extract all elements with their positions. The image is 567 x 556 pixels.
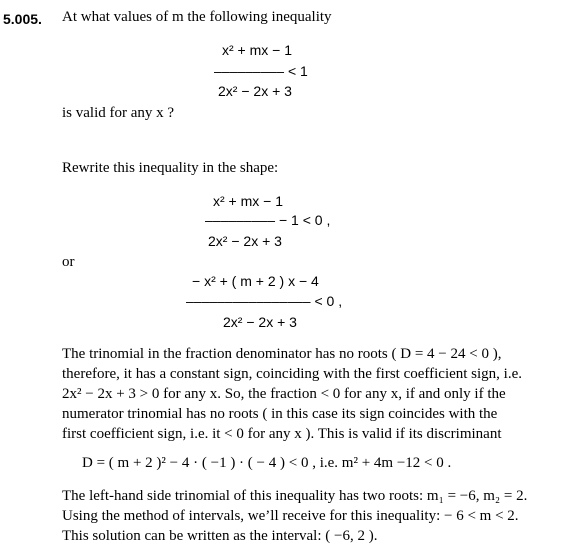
rewrite-text: Rewrite this inequality in the shape: [62,160,279,176]
paragraph-line: The left-hand side trinomial of this inequality has two roots: m₁ = −6, m₂ = 2. [62,488,528,504]
discriminant-inequality: D = ( m + 2 )² − 4 · ( −1 ) · ( − 4 ) < 0 , i.e. m² + 4m −12 < 0 . [82,455,452,471]
paragraph-line: 2x² − 2x + 3 > 0 for any x. So, the fraction < 0 for any x, if and only if the [62,386,506,402]
inequality-3-numerator: − x² + ( m + 2 ) x − 4 [192,273,319,289]
problem-question: is valid for any x ? [62,105,175,121]
paragraph-line: The trinomial in the fraction denominator has no roots ( D = 4 − 24 < 0 ), [62,346,502,362]
conclusion-paragraph [62,486,527,546]
inequality-2-fraction-line: ––––––––– − 1 < 0 , [205,212,331,228]
paragraph-line: numerator trinomial has no roots ( in this case its sign coincides with the [62,406,498,422]
problem-statement: At what values of m the following inequality [62,9,332,25]
problem-number: 5.005. [3,11,42,27]
explanation-paragraph [62,344,522,444]
inequality-1-numerator: x² + mx − 1 [222,42,293,58]
inequality-1-denominator: 2x² − 2x + 3 [218,83,292,99]
inequality-3-denominator: 2x² − 2x + 3 [223,314,297,330]
or-text: or [62,254,75,270]
inequality-1-fraction-line: ––––––––– < 1 [214,63,308,79]
paragraph-line: therefore, it has a constant sign, coinciding with the first coefficient sign, i.e. [62,366,523,382]
paragraph-line: Using the method of intervals, we’ll receive for this inequality: − 6 < m < 2. [62,508,519,524]
inequality-2-numerator: x² + mx − 1 [213,193,284,209]
inequality-3-fraction-line: –––––––––––––––– < 0 , [186,293,343,309]
paragraph-line: This solution can be written as the interval: ( −6, 2 ). [62,528,378,544]
paragraph-line: first coefficient sign, i.e. it < 0 for any x ). This is valid if its discriminant [62,426,502,442]
inequality-2-denominator: 2x² − 2x + 3 [208,233,282,249]
